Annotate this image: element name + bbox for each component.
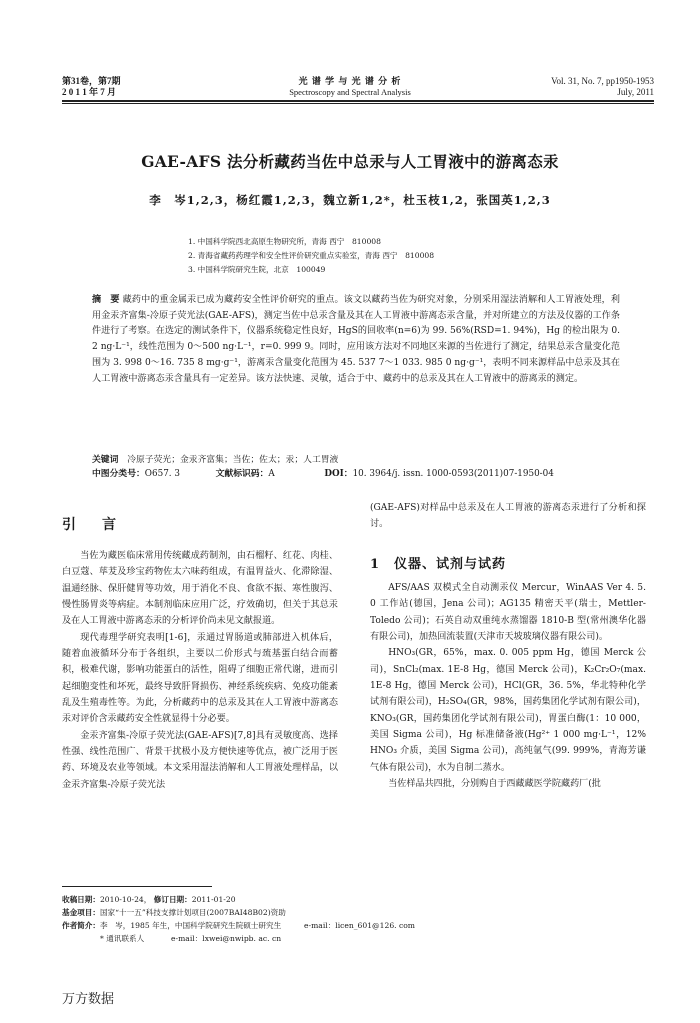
footnote-corr [100, 932, 700, 945]
keywords-text: 冷原子荧光；金汞齐富集；当佐；佐太；汞；人工胃液 [127, 455, 339, 465]
header-journal-en: Spectroscopy and Spectral Analysis [289, 87, 411, 97]
header-volume-en: Vol. 31, No. 7, pp1950-1953 [551, 76, 654, 86]
doi-label: DOI： [324, 469, 353, 479]
header-date: 2 0 1 1 年 7 月 [62, 87, 117, 97]
paper-title: GAE-AFS 法分析藏药当佐中总汞与人工胃液中的游离态汞 [141, 152, 559, 171]
header-rule [62, 100, 654, 102]
affiliation-3: 3. 中国科学院研究生院，北京 100049 [188, 265, 326, 274]
paragraph: 当佐为藏医临床常用传统藏成药制剂，由石榴籽、红花、肉桂、白豆蔻、荜茇及珍宝药物佐太六味药组成，有温胃益火、化滞除湿、温通经脉、保肝健胃等功效，用于消化不良、食欲不振、寒性腹泻、慢性肠胃炎等病症。本制剂临床应用广泛，疗效确切，但关于其总汞及在人工胃液中游离态汞的分析评价尚未见文献报道。 [62, 551, 338, 627]
left-column [62, 548, 338, 793]
abstract-text: 藏药中的重金属汞已成为藏药安全性评价研究的重点。该文以藏药当佐为研究对象，分别采用湿法消解和人工胃液处理，利用金汞齐富集-冷原子荧光法(GAE-AFS)，测定当佐中总汞含量及其在人工胃液中游离态汞含量，并对所建立的方法及仪器的工作条件进行了考察。在选定的测试条件下，仪器系统稳定性良好，HgS的回收率(n=6)为 99. 56%(RSD=1. 94%)，Hg 的检出限为 0. 2 ng·L⁻¹，线性范围为 0～500 ng·L⁻¹，r=0. 999 9。同时，应用该方法对不同地区来源的当佐进行了测定，结果总汞含量变化范围为 3. 998 0～16. 735 8 mg·g⁻¹，游离汞含量变化范围为 45. 537 7～1 033. 985 0 ng·g⁻¹，表明不同来源样品中总汞及其在人工胃液中游离态汞含量具有一定差异。该方法快速、灵敏，适合于中、藏药中的总汞及其在人工胃液中的游离汞的测定。 [92, 295, 620, 384]
header-volume: 第31卷，第7期 [62, 76, 121, 86]
bio-text: 李 岑，1985 年生，中国科学院研究生院硕士研究生 [99, 921, 282, 930]
abstract [92, 292, 620, 387]
footnote-dates [62, 893, 662, 906]
section-1-heading: 1 仪器、试剂与试药 [370, 557, 507, 572]
paragraph: 现代毒理学研究表明[1-6]，汞通过胃肠道或肺部进入机体后，随着血液循环分布于各组织，主要以二价形式与巯基蛋白结合而蓄积，极难代谢，影响功能蛋白的活性，阻碍了细胞正常代谢，进而引起细胞变性和坏死，最终导致肝肾损伤、神经系统疾病、免疫功能紊乱及生殖毒性等。为此，分析藏药中的总汞及其在人工胃液中游离态汞对评价含汞藏药安全性就显得十分必要。 [62, 632, 338, 725]
watermark-text: 万方数据 [62, 992, 115, 1007]
revised-date: 2011-01-20 [191, 895, 236, 904]
bio-label: 作者简介： [62, 921, 100, 930]
paragraph: 金汞齐富集-冷原子荧光法(GAE-AFS)[7,8]具有灵敏度高、选择性强、线性范围广、背景干扰极小及方便快速等优点，被广泛用于医药、环境及农业等领域。本文采用湿法消解和人工胃液处理样品，以金汞齐富集-冷原子荧光法 [62, 730, 338, 790]
keywords-label: 关键词 [92, 455, 119, 465]
doc-code-label: 文献标识码： [215, 469, 269, 479]
affiliation-2: 2. 青海省藏药药理学和安全性评价研究重点实验室，青海 西宁 810008 [188, 251, 435, 260]
header-date-en: July, 2011 [617, 87, 654, 97]
corr-label: * 通讯联系人 [100, 934, 145, 943]
bio-email: e-mail：licen_601@126. com [304, 921, 415, 930]
fund-text: 国家“十一五”科技支撑计划项目(2007BAI48B02)资助 [99, 908, 286, 917]
revised-label: 修订日期： [153, 895, 192, 904]
received-label: 收稿日期： [62, 895, 100, 904]
paragraph: 当佐样品共四批，分别购自于西藏藏医学院藏药厂(批 [388, 779, 601, 790]
keywords [92, 453, 620, 467]
abstract-label: 摘 要 [92, 294, 120, 305]
footnote-rule [62, 886, 212, 887]
doc-code-value: A [268, 469, 275, 479]
header-rule-thin [62, 103, 654, 104]
paragraph: HNO₃(GR，65%，max. 0. 005 ppm Hg，德国 Merck 公司)，SnCl₂(max. 1E-8 Hg，德国 Merck 公司)，K₂Cr₂O₇(max. 1E-8 Hg，德国 Merck 公司)，HCl(GR，36. 5%，华北特种化学试剂有限公司)，H₂SO₄(GR，98%，国药集团化学试剂有限公司)，KNO₃(GR，国药集团化学试剂有限公司)，胃蛋白酶(1：10 000，美国 Sigma 公司)，Hg 标准储备液(Hg²⁺ 1 000 mg·L⁻¹，12% HNO₃ 介质，美国 Sigma 公司)，高纯氩气(99. 999%，青海芳谦气体有限公司)，水为自制二蒸水。 [370, 648, 646, 773]
classification-line [92, 467, 620, 481]
affiliation-1: 1. 中国科学院西北高原生物研究所，青海 西宁 810008 [188, 237, 381, 246]
doi-value: 10. 3964/j. issn. 1000-0593(2011)07-1950-04 [352, 469, 554, 479]
intro-heading: 引 言 [62, 517, 122, 533]
header-journal-cn: 光 谱 学 与 光 谱 分 析 [298, 76, 402, 86]
clc-label: 中图分类号： [92, 469, 145, 479]
clc-value: O657. 3 [144, 469, 180, 479]
author-list: 李 岑1,2,3，杨红霞1,2,3，魏立新1,2*，杜玉枝1,2，张国英1,2,3 [149, 193, 551, 207]
paragraph: AFS/AAS 双模式全自动测汞仪 Mercur，WinAAS Ver 4. 5. 0 工作站(德国，Jena 公司)；AG135 精密天平(瑞士，Mettler-Toledo 公司)；石英自动双重纯水蒸馏器 1810-B 型(常州澳华化器有限公司)，加热回流装置(天津市天坡玻璃仪器有限公司)。 [370, 583, 646, 643]
right-column [370, 580, 646, 792]
received-date: 2010-10-24， [99, 895, 152, 904]
intro-continuation: (GAE-AFS)对样品中总汞及在人工胃液的游离态汞进行了分析和探讨。 [370, 503, 646, 530]
footnote-bio [62, 919, 662, 932]
footnote-fund [62, 906, 662, 919]
fund-label: 基金项目： [62, 908, 100, 917]
corr-email: e-mail：lxwei@nwipb. ac. cn [171, 934, 282, 943]
